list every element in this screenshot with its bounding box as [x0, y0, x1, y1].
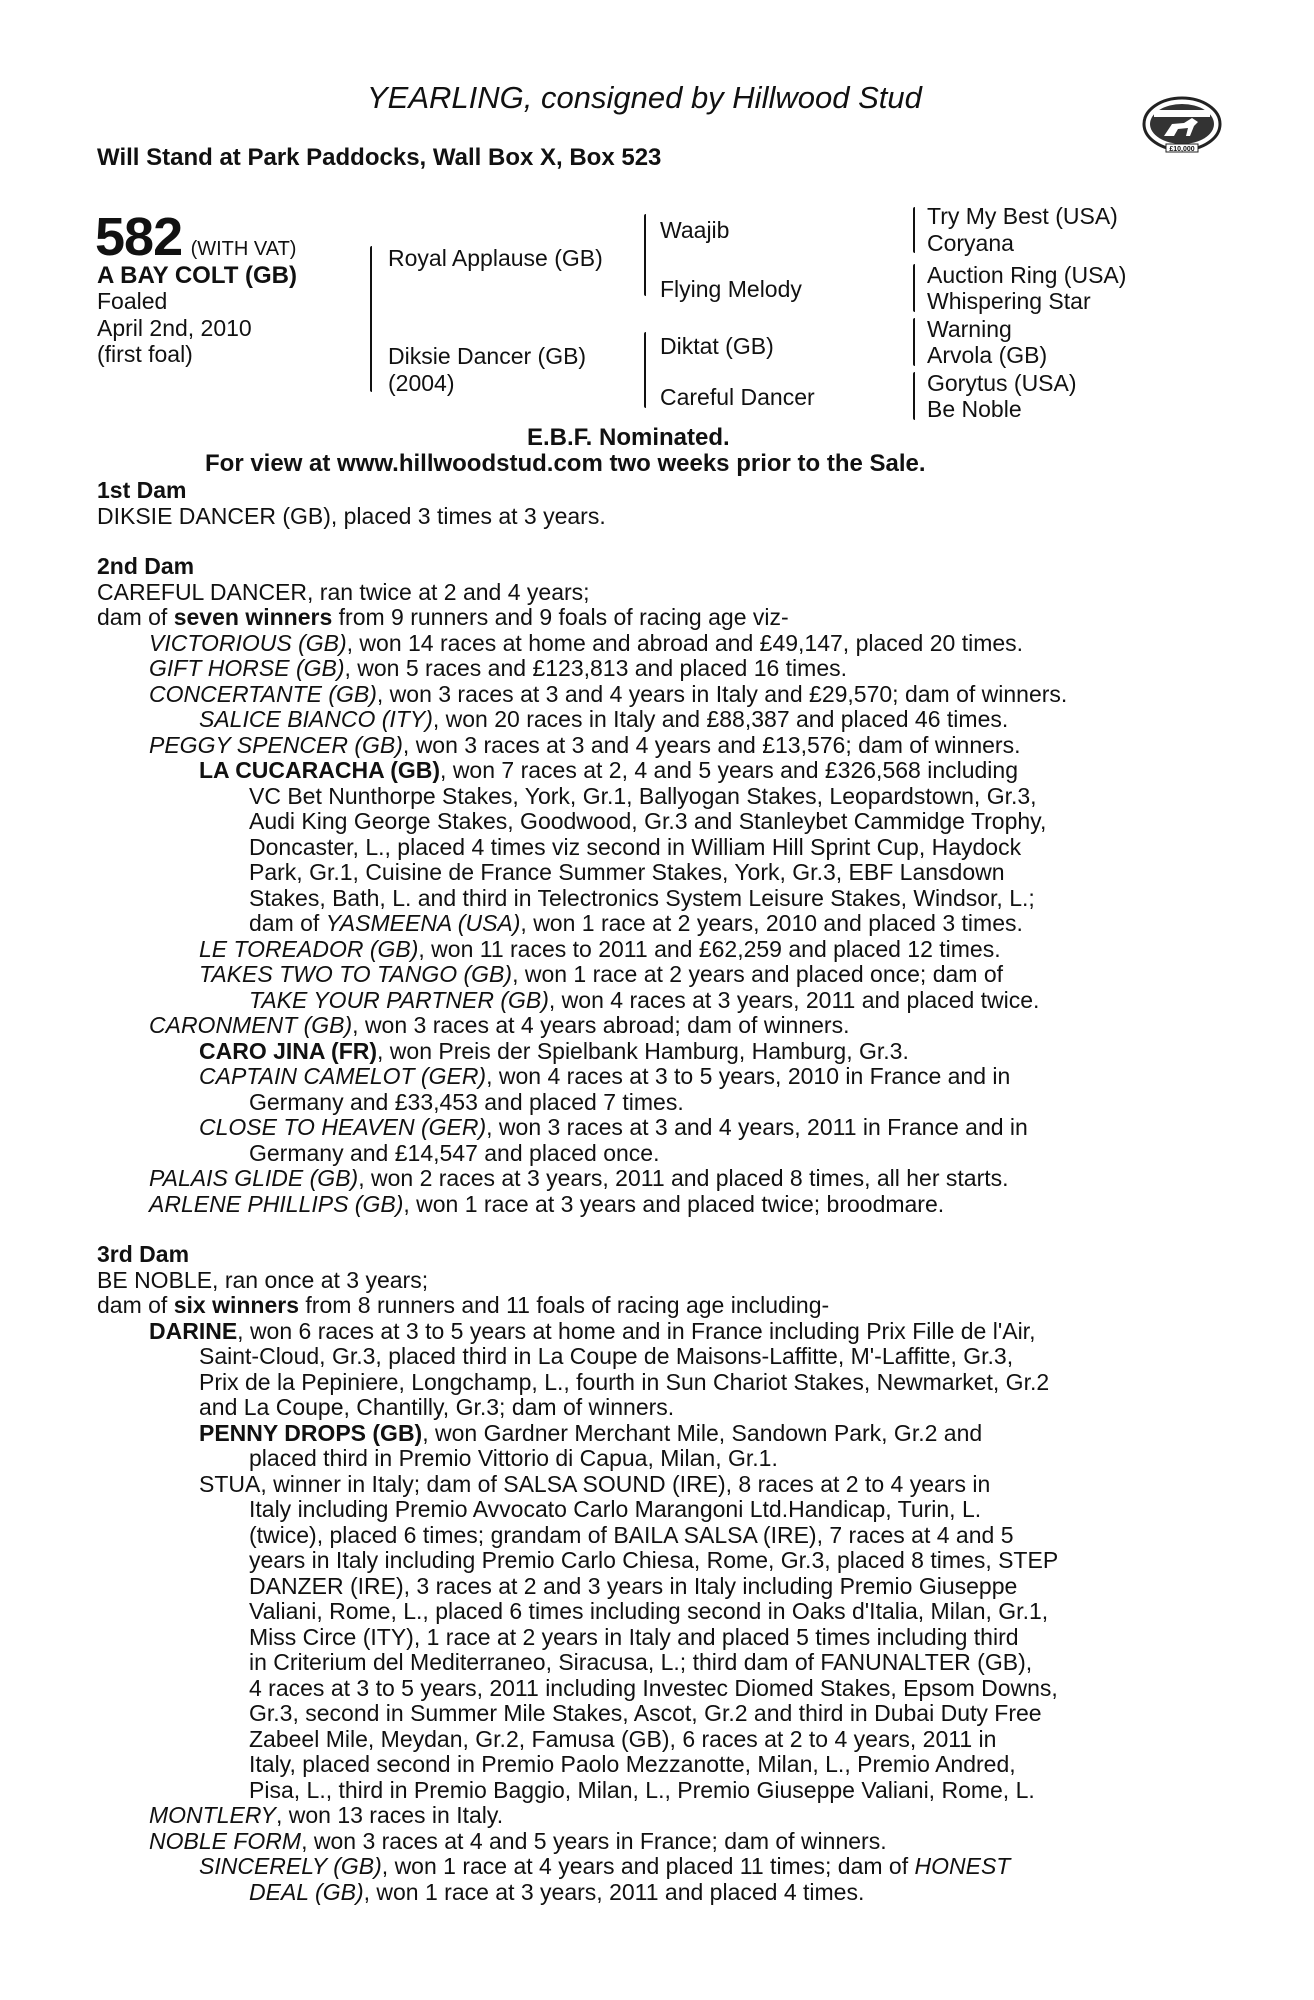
pedigree-brace-sire	[644, 214, 646, 296]
produce-captain-camelot: CAPTAIN CAMELOT (GER), won 4 races at 3 to 5 years, 2010 in France and in	[199, 1063, 1011, 1089]
stua-line3: (twice), placed 6 times; grandam of BAILA SALSA (IRE), 7 races at 4 and 5	[249, 1521, 1014, 1548]
darine-line3: Prix de la Pepiniere, Longchamp, L., fourth in Sun Chariot Stakes, Newmarket, Gr.2	[199, 1368, 1050, 1395]
pedigree-dam: Diksie Dancer (GB)	[388, 343, 587, 369]
pedigree-ddd: Be Noble	[927, 396, 1022, 422]
ebf-note: E.B.F. Nominated.	[527, 424, 730, 451]
vat-note: (WITH VAT)	[190, 238, 297, 260]
stua-line5: DANZER (IRE), 3 races at 2 and 3 years in Italy including Premio Giuseppe	[249, 1572, 1018, 1599]
stua-line7: Miss Circe (ITY), 1 race at 2 years in Italy and placed 5 times including third	[249, 1623, 1019, 1650]
darine-line2: Saint-Cloud, Gr.3, placed third in La Coupe de Maisons-Laffitte, M'-Laffitte, Gr.3,	[199, 1343, 1014, 1369]
produce-victorious: VICTORIOUS (GB), won 14 races at home and abroad and £49,147, placed 20 times.	[149, 629, 1024, 656]
view-note: For view at www.hillwoodstud.com two weeks prior to the Sale.	[205, 450, 926, 477]
third-dam-line2: dam of six winners from 8 runners and 11 foals of racing age including-	[97, 1292, 830, 1318]
produce-sincerely: SINCERELY (GB), won 1 race at 4 years and placed 11 times; dam of HONEST	[199, 1853, 1011, 1879]
produce-le-toreador: LE TOREADOR (GB), won 11 races to 2011 and £62,259 and placed 12 times.	[199, 935, 1001, 962]
stua-line12: Italy, placed second in Premio Paolo Mezzanotte, Milan, L., Premio Andred,	[249, 1751, 1016, 1777]
pedigree-brace-g3	[913, 318, 915, 366]
produce-concertante: CONCERTANTE (GB), won 3 races at 3 and 4 years in Italy and £29,570; dam of winners.	[149, 680, 1068, 707]
produce-caronment: CARONMENT (GB), won 3 races at 4 years abroad; dam of winners.	[149, 1012, 850, 1038]
pedigree-dam-sire: Diktat (GB)	[660, 333, 774, 359]
cucaracha-line5: Park, Gr.1, Cuisine de France Summer Stakes, York, Gr.3, EBF Lansdown	[249, 859, 1005, 885]
produce-noble-form: NOBLE FORM, won 3 races at 4 and 5 years in France; dam of winners.	[149, 1827, 887, 1854]
bonus-badge-logo	[1140, 96, 1224, 154]
third-dam-heading: 3rd Dam	[97, 1241, 190, 1267]
pedigree-sds: Auction Ring (USA)	[927, 262, 1127, 288]
stua-line9: 4 races at 3 to 5 years, 2011 including Investec Diomed Stakes, Epsom Downs,	[249, 1674, 1058, 1701]
svg-text:£10,000: £10,000	[1169, 146, 1195, 153]
produce-gift-horse: GIFT HORSE (GB), won 5 races and £123,813 and placed 16 times.	[149, 655, 848, 681]
stand-location: Will Stand at Park Paddocks, Wall Box X, Box 523	[97, 144, 662, 171]
cucaracha-line6: Stakes, Bath, L. and third in Telectronics System Leisure Stakes, Windsor, L.;	[249, 884, 1035, 911]
produce-caro-jina: CARO JINA (FR), won Preis der Spielbank Hamburg, Hamburg, Gr.3.	[199, 1037, 909, 1064]
pedigree-dam-dam: Careful Dancer	[660, 384, 815, 410]
pedigree-brace-g1	[913, 207, 915, 253]
first-dam-heading: 1st Dam	[97, 477, 187, 503]
produce-stua: STUA, winner in Italy; dam of SALSA SOUND (IRE), 8 races at 2 to 4 years in	[199, 1470, 991, 1497]
page-header-title: YEARLING, consigned by Hillwood Stud	[367, 80, 922, 115]
pedigree-sss: Try My Best (USA)	[927, 203, 1118, 229]
produce-montlery: MONTLERY, won 13 races in Italy.	[149, 1802, 504, 1828]
stua-line11: Zabeel Mile, Meydan, Gr.2, Famusa (GB), 6 races at 2 to 4 years, 2011 in	[249, 1725, 997, 1752]
pedigree-dam-year: (2004)	[388, 370, 455, 396]
stua-line4: years in Italy including Premio Carlo Chiesa, Rome, Gr.3, placed 8 times, STEP	[249, 1547, 1059, 1573]
produce-close-to-heaven: CLOSE TO HEAVEN (GER), won 3 races at 3 and 4 years, 2011 in France and in	[199, 1114, 1028, 1140]
stua-line2: Italy including Premio Avvocato Carlo Marangoni Ltd.Handicap, Turin, L.	[249, 1496, 982, 1522]
foaled-date: April 2nd, 2010	[97, 315, 252, 341]
produce-la-cucaracha: LA CUCARACHA (GB), won 7 races at 2, 4 and 5 years and £326,568 including	[199, 757, 1019, 783]
produce-penny-drops: PENNY DROPS (GB), won Gardner Merchant Mile, Sandown Park, Gr.2 and	[199, 1419, 983, 1446]
cucaracha-line2: VC Bet Nunthorpe Stakes, York, Gr.1, Ballyogan Stakes, Leopardstown, Gr.3,	[249, 782, 1037, 809]
pedigree-sire: Royal Applause (GB)	[388, 245, 603, 271]
catalogue-body	[97, 478, 1207, 1905]
pedigree-brace-g2	[913, 264, 915, 312]
cucaracha-line3: Audi King George Stakes, Goodwood, Gr.3 and Stanleybet Cammidge Trophy,	[249, 808, 1047, 834]
pedigree-sire-sire: Waajib	[660, 217, 730, 243]
second-dam-line2: dam of seven winners from 9 runners and 9 foals of racing age viz-	[97, 604, 789, 630]
produce-darine: DARINE, won 6 races at 3 to 5 years at home and in France including Prix Fille de l'Air,	[149, 1317, 1036, 1344]
produce-peggy-spencer: PEGGY SPENCER (GB), won 3 races at 3 and 4 years and £13,576; dam of winners.	[149, 731, 1021, 758]
foaled-label: Foaled	[97, 288, 168, 314]
captain-camelot-line2: Germany and £33,453 and placed 7 times.	[249, 1088, 684, 1115]
pedigree-dds: Gorytus (USA)	[927, 370, 1077, 396]
sincerely-line2: DEAL (GB), won 1 race at 3 years, 2011 and placed 4 times.	[249, 1878, 865, 1905]
penny-drops-line2: placed third in Premio Vittorio di Capua, Milan, Gr.1.	[249, 1445, 778, 1471]
stua-line10: Gr.3, second in Summer Mile Stakes, Ascot, Gr.2 and third in Dubai Duty Free	[249, 1700, 1042, 1726]
produce-takes-two-to-tango: TAKES TWO TO TANGO (GB), won 1 race at 2 years and placed once; dam of	[199, 961, 1004, 987]
stua-line8: in Criterium del Mediterraneo, Siracusa, L.; third dam of FANUNALTER (GB),	[249, 1649, 1033, 1675]
pedigree-sdd: Whispering Star	[927, 288, 1091, 314]
stua-line13: Pisa, L., third in Premio Baggio, Milan, L., Premio Giuseppe Valiani, Rome, L.	[249, 1776, 1035, 1803]
cucaracha-line4: Doncaster, L., placed 4 times viz second in William Hill Sprint Cup, Haydock	[249, 833, 1022, 860]
produce-salice-bianco: SALICE BIANCO (ITY), won 20 races in Italy and £88,387 and placed 46 times.	[199, 706, 1009, 732]
pedigree-brace-g4	[913, 372, 915, 420]
third-dam-line1: BE NOBLE, ran once at 3 years;	[97, 1266, 429, 1293]
produce-palais-glide: PALAIS GLIDE (GB), won 2 races at 3 years, 2011 and placed 8 times, all her starts.	[149, 1165, 1009, 1191]
second-dam-heading: 2nd Dam	[97, 553, 195, 579]
produce-take-your-partner: TAKE YOUR PARTNER (GB), won 4 races at 3 years, 2011 and placed twice.	[249, 986, 1040, 1013]
close-to-heaven-line2: Germany and £14,547 and placed once.	[249, 1139, 660, 1166]
foal-note: (first foal)	[97, 341, 193, 367]
darine-line4: and La Coupe, Chantilly, Gr.3; dam of winners.	[199, 1394, 675, 1420]
horse-name: A BAY COLT (GB)	[97, 262, 298, 289]
pedigree-brace-dam	[644, 332, 646, 408]
produce-arlene-phillips: ARLENE PHILLIPS (GB), won 1 race at 3 years and placed twice; broodmare.	[149, 1190, 945, 1217]
first-dam-text: DIKSIE DANCER (GB), placed 3 times at 3 years.	[97, 502, 606, 529]
cucaracha-line7: dam of YASMEENA (USA), won 1 race at 2 years, 2010 and placed 3 times.	[249, 910, 1023, 936]
stua-line6: Valiani, Rome, L., placed 6 times including second in Oaks d'Italia, Milan, Gr.1,	[249, 1598, 1049, 1624]
lot-number: 582	[95, 207, 183, 267]
second-dam-line1: CAREFUL DANCER, ran twice at 2 and 4 years;	[97, 578, 590, 605]
pedigree-sire-dam: Flying Melody	[660, 276, 802, 302]
pedigree-brace-main	[370, 246, 372, 392]
pedigree-dsd: Arvola (GB)	[927, 342, 1048, 368]
pedigree-ssd: Coryana	[927, 230, 1014, 256]
pedigree-dss: Warning	[927, 316, 1012, 342]
